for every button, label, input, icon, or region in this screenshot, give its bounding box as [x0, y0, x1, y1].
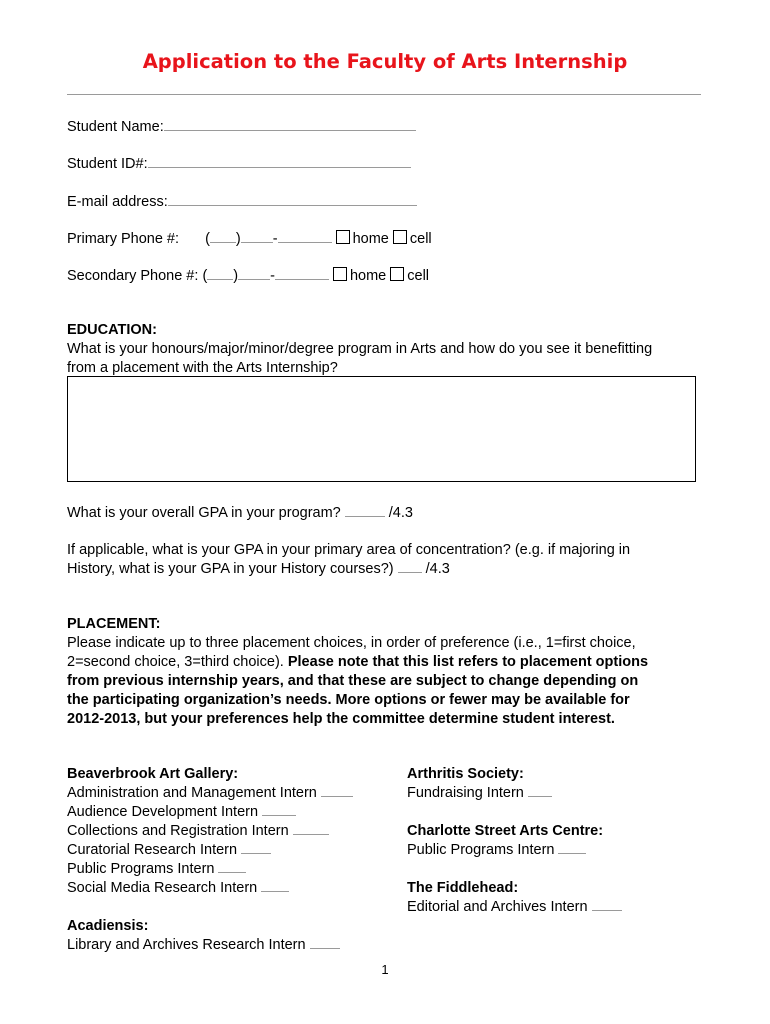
education-question-line2: from a placement with the Arts Internship?	[67, 360, 338, 376]
primary-phone-cell-checkbox[interactable]	[393, 230, 407, 244]
page-title: Application to the Faculty of Arts Internship	[142, 50, 628, 73]
placement-note-line5: 2012-2013, but your preferences help the committee determine student interest.	[67, 711, 615, 727]
org-heading-arthritis: Arthritis Society:	[407, 766, 524, 782]
primary-phone-number[interactable]	[278, 228, 332, 243]
gpa-suffix: /4.3	[388, 505, 413, 521]
secondary-phone-paren-open: (	[202, 268, 208, 284]
placement-heading: PLACEMENT:	[67, 616, 161, 632]
role-label: Collections and Registration Intern	[67, 823, 289, 839]
primary-phone-area-code[interactable]	[210, 228, 236, 243]
list-item	[407, 784, 622, 803]
role-label: Public Programs Intern	[407, 842, 555, 858]
list-item	[67, 841, 353, 860]
secondary-phone-cell-label: cell	[407, 268, 430, 284]
education-answer-box[interactable]	[67, 376, 696, 482]
org-heading-beaverbrook: Beaverbrook Art Gallery:	[67, 766, 239, 782]
list-item	[407, 841, 622, 860]
primary-phone-paren-open: (	[205, 231, 210, 247]
list-item	[407, 898, 622, 917]
primary-phone-row	[67, 228, 432, 247]
preference-field[interactable]	[321, 784, 353, 797]
primary-phone-dash: -	[272, 231, 278, 247]
secondary-phone-cell-checkbox[interactable]	[390, 267, 404, 281]
preference-field[interactable]	[262, 803, 296, 816]
secondary-phone-label: Secondary Phone #:	[67, 268, 199, 284]
list-item	[67, 879, 353, 898]
education-heading: EDUCATION:	[67, 322, 157, 338]
title-divider	[67, 94, 701, 95]
primary-phone-home-label: home	[352, 231, 389, 247]
list-item	[67, 803, 353, 822]
list-item	[67, 784, 353, 803]
primary-phone-home-checkbox[interactable]	[336, 230, 350, 244]
primary-phone-paren-close: )	[235, 231, 241, 247]
secondary-phone-dash: -	[270, 268, 275, 284]
secondary-phone-area-code[interactable]	[207, 265, 233, 280]
org-heading-acadiensis: Acadiensis:	[67, 918, 149, 934]
placement-section	[67, 615, 717, 729]
education-question-line1: What is your honours/major/minor/degree program in Arts and how do you see it benefitting	[67, 341, 653, 357]
primary-phone-cell-label: cell	[409, 231, 432, 247]
list-item	[67, 822, 353, 841]
role-label: Editorial and Archives Intern	[407, 899, 588, 915]
preference-field[interactable]	[241, 841, 271, 854]
preference-field[interactable]	[218, 860, 246, 873]
preference-field[interactable]	[528, 784, 552, 797]
role-label: Fundraising Intern	[407, 785, 524, 801]
placement-note-line4: the participating organization’s needs. More options or fewer may be available for	[67, 692, 630, 708]
preference-field[interactable]	[293, 822, 329, 835]
primary-phone-prefix[interactable]	[241, 228, 273, 243]
gpa-question: What is your overall GPA in your program?	[67, 505, 341, 521]
role-label: Library and Archives Research Intern	[67, 937, 306, 953]
gpa-row	[67, 504, 413, 521]
role-label: Public Programs Intern	[67, 861, 215, 877]
preference-field[interactable]	[592, 898, 622, 911]
primary-phone-label: Primary Phone #:	[67, 231, 180, 247]
student-id-label: Student ID#:	[67, 156, 148, 172]
organizations-left	[67, 765, 353, 955]
list-item	[67, 936, 353, 955]
placement-intro-line1: Please indicate up to three placement choices, in order of preference (i.e., 1=first choice,	[67, 635, 636, 651]
secondary-phone-paren-close: )	[233, 268, 239, 284]
secondary-phone-number[interactable]	[275, 265, 329, 280]
list-item	[67, 860, 353, 879]
gpa-field[interactable]	[345, 504, 385, 517]
student-name-label: Student Name:	[67, 119, 164, 135]
student-id-row	[67, 153, 411, 172]
role-label: Administration and Management Intern	[67, 785, 317, 801]
education-section	[67, 321, 707, 378]
email-field[interactable]	[168, 191, 417, 206]
preference-field[interactable]	[261, 879, 289, 892]
role-label: Audience Development Intern	[67, 804, 259, 820]
secondary-phone-row	[67, 265, 429, 284]
concentration-question-line1: If applicable, what is your GPA in your primary area of concentration? (e.g. if majoring in	[67, 542, 631, 558]
email-label: E-mail address:	[67, 194, 168, 210]
organizations-right	[407, 765, 622, 917]
placement-note-line3: from previous internship years, and that these are subject to change depending on	[67, 673, 639, 689]
role-label: Curatorial Research Intern	[67, 842, 238, 858]
concentration-gpa-field[interactable]	[398, 560, 422, 573]
role-label: Social Media Research Intern	[67, 880, 258, 896]
placement-intro-line2: 2=second choice, 3=third choice).	[67, 654, 284, 670]
email-row	[67, 191, 417, 210]
secondary-phone-prefix[interactable]	[238, 265, 270, 280]
concentration-question-line2: History, what is your GPA in your History courses?)	[67, 561, 394, 577]
student-name-field[interactable]	[164, 116, 416, 131]
secondary-phone-home-label: home	[349, 268, 387, 284]
secondary-phone-home-checkbox[interactable]	[333, 267, 347, 281]
concentration-gpa-suffix: /4.3	[425, 561, 450, 577]
org-heading-fiddlehead: The Fiddlehead:	[407, 880, 519, 896]
org-heading-charlotte-street: Charlotte Street Arts Centre:	[407, 823, 604, 839]
student-id-field[interactable]	[148, 153, 411, 168]
page-number: 1	[381, 962, 389, 977]
preference-field[interactable]	[558, 841, 586, 854]
concentration-gpa-row	[67, 541, 707, 579]
placement-note-line2: Please note that this list refers to placement options	[287, 654, 649, 670]
student-name-row	[67, 116, 416, 135]
preference-field[interactable]	[310, 936, 340, 949]
